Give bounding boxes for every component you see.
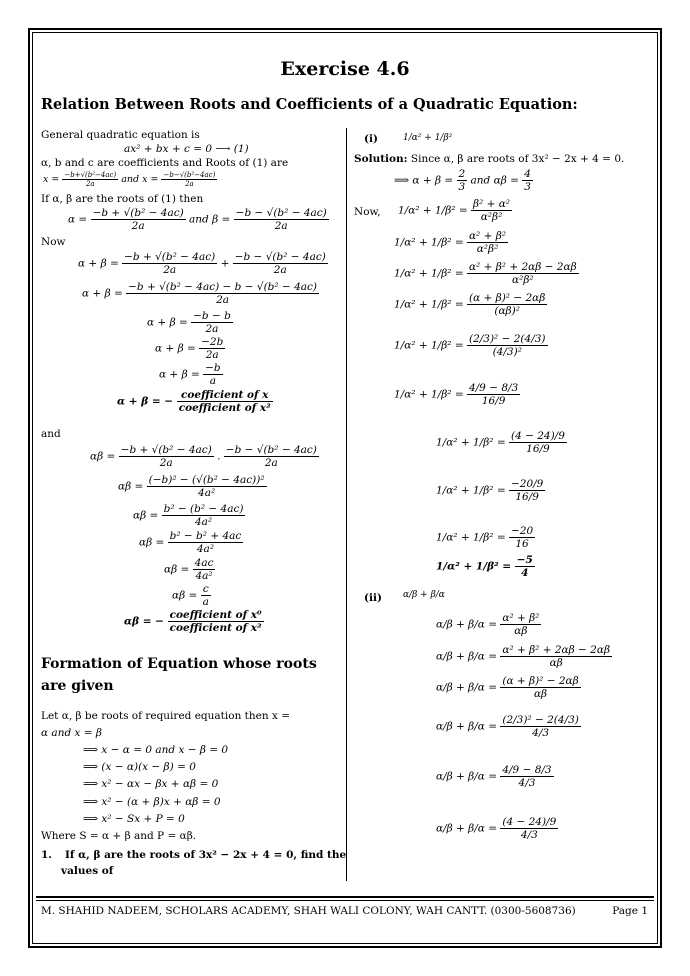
ii4-num: (2/3)² − 2(4/3) bbox=[502, 714, 579, 726]
sum4-frac bbox=[199, 336, 225, 361]
i6-frac bbox=[467, 382, 520, 407]
text-now: Now bbox=[41, 236, 66, 248]
solution-label: Solution: bbox=[354, 153, 408, 165]
section-heading-formation: Formation of Equation whose roots are given bbox=[41, 656, 317, 694]
sum-step-1 bbox=[78, 251, 328, 276]
prod1-num-a: −b + √(b² − 4ac) bbox=[120, 444, 212, 456]
sum-value-num: 2 bbox=[458, 168, 466, 180]
prod-result-den: coefficient of x² bbox=[169, 622, 262, 635]
roots-and-label: and x = bbox=[121, 174, 162, 186]
ii4-lhs: α/β + β/α = bbox=[436, 720, 501, 733]
part-i-step-4 bbox=[394, 292, 547, 317]
sum1-frac-a bbox=[122, 251, 217, 276]
sum-result-frac bbox=[177, 389, 273, 414]
i2-frac bbox=[467, 230, 508, 255]
ii3-num: (α + β)² − 2αβ bbox=[502, 675, 579, 687]
ii6-num: (4 − 24)/9 bbox=[502, 816, 557, 828]
sum4-den: 2a bbox=[205, 349, 219, 362]
question-text: If α, β are the roots of 3x² − 2x + 4 = 0, find the bbox=[65, 849, 347, 861]
beta-label: and β = bbox=[189, 213, 234, 226]
prod4-lhs: αβ = bbox=[139, 536, 168, 549]
part-i-step-5 bbox=[394, 333, 548, 358]
prod2-lhs: αβ = bbox=[118, 480, 147, 493]
ii4-den: 4/3 bbox=[532, 727, 550, 740]
exercise-title: Exercise 4.6 bbox=[280, 58, 410, 80]
solution-line bbox=[354, 153, 624, 165]
product-step-6 bbox=[172, 583, 211, 608]
roots-fraction-2 bbox=[161, 171, 217, 188]
beta-den: 2a bbox=[274, 220, 288, 233]
ii5-frac bbox=[500, 764, 553, 789]
formation-line-3: ⟹ x − α = 0 and x − β = 0 bbox=[83, 744, 229, 756]
sum1-den-a: 2a bbox=[163, 264, 177, 277]
i5-num: (2/3)² − 2(4/3) bbox=[468, 333, 546, 345]
column-divider bbox=[346, 128, 347, 881]
ii1-den: αβ bbox=[514, 625, 528, 638]
text-and: and bbox=[41, 428, 61, 440]
ii3-lhs: α/β + β/α = bbox=[436, 681, 501, 694]
sum1-den-b: 2a bbox=[273, 264, 287, 277]
prod1-den-b: 2a bbox=[264, 457, 278, 470]
sum5-num: −b bbox=[205, 362, 221, 374]
text-now-right: Now, bbox=[354, 206, 381, 218]
i4-num: (α + β)² − 2αβ bbox=[468, 292, 546, 304]
i3-num: α² + β² + 2αβ − 2αβ bbox=[468, 261, 577, 273]
i1-den: α²β² bbox=[480, 211, 503, 224]
footer-author: M. SHAHID NADEEM, SCHOLARS ACADEMY, SHAH WALI COLONY, WAH CANTT. (0300-5608736) bbox=[41, 905, 576, 917]
alpha-num: −b + √(b² − 4ac) bbox=[92, 207, 184, 219]
sum5-den: a bbox=[209, 375, 216, 388]
part-i-label: (i) bbox=[364, 133, 378, 145]
prod4-frac bbox=[168, 530, 244, 555]
roots-fraction-1 bbox=[62, 171, 118, 188]
prod6-den: a bbox=[202, 596, 209, 609]
sum4-lhs: α + β = bbox=[155, 342, 200, 355]
sum1-num-b: −b − √(b² − 4ac) bbox=[234, 251, 326, 263]
i8-den: 16/9 bbox=[515, 491, 539, 504]
alpha-label: α = bbox=[68, 213, 91, 226]
i7-den: 16/9 bbox=[526, 443, 550, 456]
ii2-den: αβ bbox=[549, 657, 563, 670]
sum1-frac-b bbox=[233, 251, 328, 276]
roots-num-2: −b−√(b²−4ac) bbox=[163, 171, 216, 179]
i9-frac bbox=[509, 525, 535, 550]
prod6-num: c bbox=[201, 583, 211, 596]
alpha-beta-definition bbox=[68, 207, 329, 232]
sum-result-den: coefficient of x² bbox=[178, 402, 271, 415]
prod3-lhs: αβ = bbox=[133, 509, 162, 522]
part-i-step-2 bbox=[394, 230, 508, 255]
ii5-num: 4/9 − 8/3 bbox=[502, 764, 552, 776]
sum4-num: −2b bbox=[201, 336, 224, 348]
ii4-frac bbox=[500, 714, 581, 739]
part-i-step-6 bbox=[394, 382, 520, 407]
question-number: 1. bbox=[41, 849, 52, 861]
part-i-result bbox=[436, 554, 535, 579]
i8-num: −20/9 bbox=[510, 478, 544, 490]
prod-result-lhs: αβ = − bbox=[124, 615, 164, 628]
i7-lhs: 1/α² + 1/β² = bbox=[436, 436, 509, 449]
sum-value-den: 3 bbox=[458, 181, 466, 194]
part-i-step-3 bbox=[394, 261, 579, 286]
i9-num: −20 bbox=[510, 525, 534, 537]
prod2-frac bbox=[147, 474, 267, 499]
roots-x-label: x = bbox=[43, 174, 63, 186]
i4-den: (αβ)² bbox=[494, 305, 520, 318]
prod1-lhs: αβ = bbox=[90, 450, 119, 463]
i5-den: (4/3)² bbox=[492, 346, 522, 359]
ii2-frac bbox=[500, 644, 612, 669]
i5-frac bbox=[467, 333, 548, 358]
sum-step-2 bbox=[82, 281, 319, 306]
prod5-lhs: αβ = bbox=[164, 563, 193, 576]
formation-line-2: α and x = β bbox=[41, 727, 102, 739]
ii6-frac bbox=[500, 816, 558, 841]
sum-value-lhs: ⟹ α + β = bbox=[394, 174, 457, 187]
page-number: Page 1 bbox=[612, 905, 648, 917]
part-i-step-1 bbox=[398, 198, 512, 223]
i2-den: α²β² bbox=[476, 243, 499, 256]
sum1-plus: + bbox=[220, 257, 233, 270]
question-text-2: values of bbox=[61, 865, 114, 877]
sum-product-values bbox=[394, 168, 533, 193]
i1-lhs: 1/α² + 1/β² = bbox=[398, 204, 471, 217]
sum-step-4 bbox=[155, 336, 225, 361]
i10-num: −5 bbox=[516, 554, 533, 566]
prod5-frac bbox=[193, 557, 216, 582]
prod-result-frac bbox=[168, 609, 264, 634]
prod4-num: b² − b² + 4ac bbox=[169, 530, 242, 542]
i1-frac bbox=[471, 198, 512, 223]
i5-lhs: 1/α² + 1/β² = bbox=[394, 339, 467, 352]
solution-text: Since α, β are roots of 3x² − 2x + 4 = 0. bbox=[407, 153, 625, 165]
prod6-lhs: αβ = bbox=[172, 589, 201, 602]
beta-num: −b − √(b² − 4ac) bbox=[235, 207, 327, 219]
prod2-den: 4a² bbox=[198, 487, 216, 500]
sum-result-lhs: α + β = − bbox=[117, 395, 174, 408]
formation-line-1: Let α, β be roots of required equation then x = bbox=[41, 710, 291, 722]
part-ii-step-1 bbox=[436, 612, 541, 637]
part-ii-step-6 bbox=[436, 816, 558, 841]
roots-formula-line bbox=[43, 171, 217, 188]
sum2-num: −b + √(b² − 4ac) − b − √(b² − 4ac) bbox=[128, 281, 317, 293]
i6-lhs: 1/α² + 1/β² = bbox=[394, 388, 467, 401]
text-coefficients: α, b and c are coefficients and Roots of (1) are bbox=[41, 157, 289, 169]
i3-lhs: 1/α² + 1/β² = bbox=[394, 267, 467, 280]
equation-quadratic: ax² + bx + c = 0 ⟶ (1) bbox=[124, 143, 249, 155]
ii2-num: α² + β² + 2αβ − 2αβ bbox=[502, 644, 611, 656]
prod-result-num: coefficient of x⁰ bbox=[169, 609, 262, 621]
i3-den: α²β² bbox=[512, 274, 534, 287]
roots-num-1: −b+√(b²−4ac) bbox=[64, 171, 117, 179]
sum-result-num: coefficient of x bbox=[177, 389, 273, 402]
sum3-den: 2a bbox=[205, 323, 219, 336]
product-step-2 bbox=[118, 474, 267, 499]
i6-num: 4/9 − 8/3 bbox=[468, 382, 519, 394]
prod5-den: 4a² bbox=[195, 570, 213, 583]
sum1-lhs: α + β = bbox=[78, 257, 123, 270]
alpha-fraction bbox=[91, 207, 186, 232]
product-step-3 bbox=[133, 503, 245, 528]
footer-rule-thick bbox=[36, 896, 654, 898]
ii1-lhs: α/β + β/α = bbox=[436, 618, 501, 631]
roots-den-2: 2a bbox=[185, 180, 194, 189]
i2-num: α² + β² bbox=[468, 230, 507, 242]
part-ii-label: (ii) bbox=[364, 592, 382, 604]
i7-num: (4 − 24)/9 bbox=[510, 430, 565, 442]
prod1-num-b: −b − √(b² − 4ac) bbox=[225, 444, 317, 456]
product-step-5 bbox=[164, 557, 215, 582]
ii2-lhs: α/β + β/α = bbox=[436, 650, 501, 663]
prod1-frac-b bbox=[224, 444, 319, 469]
formation-line-5: ⟹ x² − αx − βx + αβ = 0 bbox=[83, 778, 219, 790]
i10-frac bbox=[515, 554, 535, 579]
formation-line-7: ⟹ x² − Sx + P = 0 bbox=[83, 813, 185, 825]
formation-line-6: ⟹ x² − (α + β)x + αβ = 0 bbox=[83, 796, 221, 808]
sum3-frac bbox=[191, 310, 233, 335]
sum5-lhs: α + β = bbox=[159, 368, 204, 381]
roots-den-1: 2a bbox=[85, 180, 95, 189]
ii6-lhs: α/β + β/α = bbox=[436, 822, 501, 835]
part-i-step-9 bbox=[436, 525, 535, 550]
i10-lhs: 1/α² + 1/β² = bbox=[436, 560, 515, 573]
prod2-num: (−b)² − (√(b² − 4ac))² bbox=[148, 474, 265, 486]
i9-den: 16 bbox=[515, 538, 529, 551]
part-i-step-7 bbox=[436, 430, 567, 455]
sum-value-frac bbox=[457, 168, 468, 193]
prod6-frac bbox=[201, 583, 211, 608]
product-step-1 bbox=[90, 444, 319, 469]
sum2-den: 2a bbox=[216, 294, 230, 307]
i8-frac bbox=[509, 478, 545, 503]
sum2-lhs: α + β = bbox=[82, 287, 127, 300]
ii6-den: 4/3 bbox=[520, 829, 538, 842]
section-heading-roots-coefficients: Relation Between Roots and Coefficients of a Quadratic Equation: bbox=[41, 96, 578, 113]
part-ii-step-2 bbox=[436, 644, 612, 669]
product-value-lhs: and αβ = bbox=[470, 174, 523, 187]
formation-where: Where S = α + β and P = αβ. bbox=[41, 830, 197, 842]
ii5-lhs: α/β + β/α = bbox=[436, 770, 501, 783]
text-if-roots: If α, β are the roots of (1) then bbox=[41, 193, 204, 205]
i7-frac bbox=[509, 430, 567, 455]
ii3-frac bbox=[500, 675, 580, 700]
sum-step-5 bbox=[159, 362, 223, 387]
prod1-frac-a bbox=[119, 444, 214, 469]
part-ii-step-4 bbox=[436, 714, 581, 739]
sum-result bbox=[117, 389, 273, 414]
beta-fraction bbox=[234, 207, 329, 232]
i3-frac bbox=[467, 261, 579, 286]
i8-lhs: 1/α² + 1/β² = bbox=[436, 484, 509, 497]
prod3-frac bbox=[162, 503, 246, 528]
prod1-den-a: 2a bbox=[159, 457, 173, 470]
prod3-num: b² − (b² − 4ac) bbox=[163, 503, 244, 515]
product-value-num: 4 bbox=[524, 168, 531, 180]
part-i-expression: 1/α² + 1/β² bbox=[403, 133, 453, 143]
prod5-num: 4ac bbox=[194, 557, 214, 569]
i6-den: 16/9 bbox=[481, 395, 506, 408]
i1-num: β² + α² bbox=[472, 198, 511, 210]
part-ii-step-3 bbox=[436, 675, 581, 700]
prod4-den: 4a² bbox=[196, 543, 215, 556]
ii3-den: αβ bbox=[533, 688, 548, 701]
sum3-lhs: α + β = bbox=[147, 316, 192, 329]
product-step-4 bbox=[139, 530, 243, 555]
part-ii-expression: α/β + β/α bbox=[403, 590, 445, 600]
prod3-den: 4a² bbox=[194, 516, 213, 529]
product-value-frac bbox=[522, 168, 533, 193]
i9-lhs: 1/α² + 1/β² = bbox=[436, 531, 509, 544]
footer-rule-thin bbox=[36, 900, 654, 901]
i4-frac bbox=[467, 292, 547, 317]
sum2-frac bbox=[126, 281, 319, 306]
ii1-frac bbox=[500, 612, 541, 637]
ii1-num: α² + β² bbox=[502, 612, 540, 624]
i2-lhs: 1/α² + 1/β² = bbox=[394, 236, 467, 249]
sum-step-3 bbox=[147, 310, 233, 335]
i10-den: 4 bbox=[521, 567, 529, 580]
prod1-dot: . bbox=[217, 450, 224, 463]
formation-line-4: ⟹ (x − α)(x − β) = 0 bbox=[83, 761, 196, 773]
part-i-step-8 bbox=[436, 478, 545, 503]
product-value-den: 3 bbox=[524, 181, 531, 194]
i4-lhs: 1/α² + 1/β² = bbox=[394, 298, 467, 311]
sum1-num-a: −b + √(b² − 4ac) bbox=[124, 251, 216, 263]
product-result bbox=[124, 609, 264, 634]
part-ii-step-5 bbox=[436, 764, 554, 789]
alpha-den: 2a bbox=[131, 220, 145, 233]
sum3-num: −b − b bbox=[193, 310, 231, 322]
sum5-frac bbox=[203, 362, 223, 387]
text-general-equation: General quadratic equation is bbox=[41, 129, 200, 141]
ii5-den: 4/3 bbox=[518, 777, 536, 790]
